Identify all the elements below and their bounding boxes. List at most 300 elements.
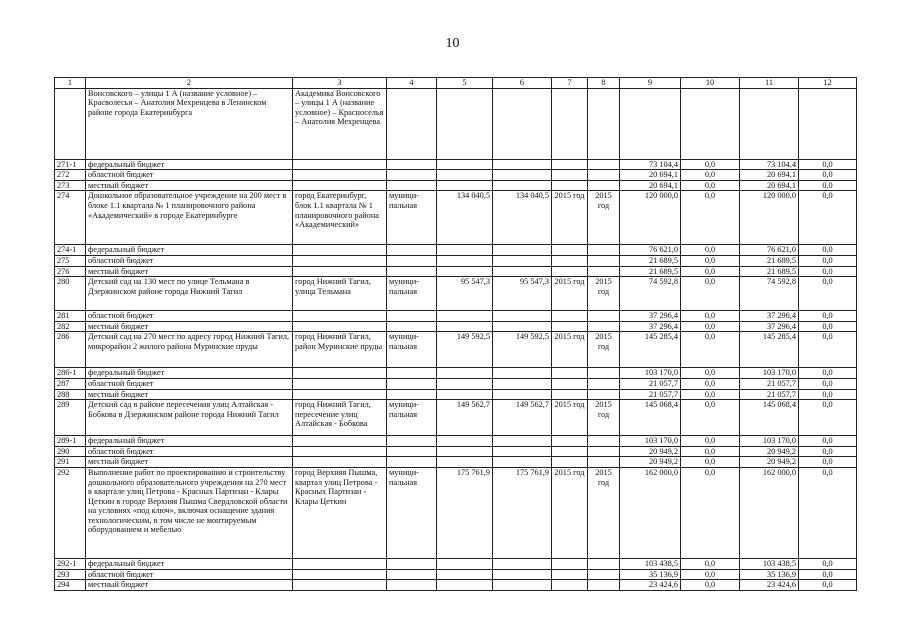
start-year-cell: 2015 год: [552, 191, 588, 245]
empty-cell: [293, 266, 387, 277]
amount-col10-cell: 0,0: [681, 266, 740, 277]
header-cell: 5: [437, 78, 493, 89]
empty-cell: [493, 569, 552, 580]
amount-col10-cell: 0,0: [681, 558, 740, 569]
cost-cell: 95 547,3: [493, 277, 552, 311]
amount-col9-cell: 20 949,2: [620, 457, 681, 468]
table-row-budget-line: [55, 159, 857, 170]
amount-col12-cell: 0,0: [799, 378, 857, 389]
address-cell: Академика Вонсовского – улицы 1 А (название условное) – Красноселья – Анатолия Мехренцева: [293, 88, 387, 159]
empty-cell: [493, 378, 552, 389]
row-number-cell: 271-1: [55, 159, 86, 170]
header-cell: 7: [552, 78, 588, 89]
empty-cell: [588, 446, 620, 457]
header-cell: 2: [86, 78, 293, 89]
header-cell: 11: [740, 78, 799, 89]
amount-col10-cell: 0,0: [681, 255, 740, 266]
empty-cell: [387, 378, 437, 389]
amount-col11-cell: 35 136,9: [740, 569, 799, 580]
amount-col11-cell: 21 689,5: [740, 266, 799, 277]
end-year-cell: 2015 год: [588, 400, 620, 436]
cost-cell: 175 761,9: [493, 467, 552, 558]
empty-cell: [387, 255, 437, 266]
header-cell: 10: [681, 78, 740, 89]
object-name-cell: Детский сад на 270 мест по адресу город Нижний Тагил, микрорайон 2 жилого района Муринские пруды: [86, 332, 293, 368]
table-row-budget-line: [55, 569, 857, 580]
empty-cell: [588, 266, 620, 277]
amount-col12-cell: 0,0: [799, 558, 857, 569]
row-number-cell: 291: [55, 457, 86, 468]
empty-cell: [588, 311, 620, 322]
empty-cell: [293, 457, 387, 468]
amount-col11-cell: 120 000,0: [740, 191, 799, 245]
empty-cell: [493, 446, 552, 457]
ownership-cell: [387, 88, 437, 159]
empty-cell: [387, 266, 437, 277]
row-number-cell: 281: [55, 311, 86, 322]
amount-col10-cell: 0,0: [681, 159, 740, 170]
amount-col9-cell: 74 592,8: [620, 277, 681, 311]
amount-col9-cell: 103 170,0: [620, 436, 681, 447]
empty-cell: [588, 245, 620, 256]
table-row-budget-line: [55, 311, 857, 322]
empty-cell: [293, 180, 387, 191]
amount-col12-cell: 0,0: [799, 180, 857, 191]
empty-cell: [588, 389, 620, 400]
empty-cell: [387, 180, 437, 191]
amount-col10-cell: 0,0: [681, 378, 740, 389]
table-row-budget-line: [55, 457, 857, 468]
empty-cell: [588, 569, 620, 580]
amount-col11-cell: 20 694,1: [740, 170, 799, 181]
amount-col9-cell: 20 949,2: [620, 446, 681, 457]
empty-cell: [552, 266, 588, 277]
empty-cell: [387, 311, 437, 322]
empty-cell: [493, 245, 552, 256]
header-cell: 6: [493, 78, 552, 89]
amount-col9-cell: 23 424,6: [620, 580, 681, 591]
amount-col12-cell: 0,0: [799, 400, 857, 436]
empty-cell: [387, 321, 437, 332]
empty-cell: [552, 457, 588, 468]
row-number-cell: 287: [55, 378, 86, 389]
estimated-cost-cell: 149 592,5: [437, 332, 493, 368]
amount-col10-cell: 0,0: [681, 446, 740, 457]
table-row-budget-line: [55, 266, 857, 277]
amount-col9-cell: 37 296,4: [620, 311, 681, 322]
row-number-cell: 289: [55, 400, 86, 436]
amount-col9-cell: 103 170,0: [620, 368, 681, 379]
amount-col10-cell: 0,0: [681, 245, 740, 256]
budget-source-cell: местный бюджет: [86, 389, 293, 400]
amount-col12-cell: 0,0: [799, 569, 857, 580]
empty-cell: [437, 436, 493, 447]
estimated-cost-cell: 95 547,3: [437, 277, 493, 311]
row-number-cell: 276: [55, 266, 86, 277]
estimated-cost-cell: 175 761,9: [437, 467, 493, 558]
budget-source-cell: местный бюджет: [86, 321, 293, 332]
empty-cell: [387, 159, 437, 170]
amount-col11-cell: 74 592,8: [740, 277, 799, 311]
amount-col10-cell: 0,0: [681, 332, 740, 368]
amount-col10-cell: [681, 88, 740, 159]
amount-col10-cell: 0,0: [681, 467, 740, 558]
table-row-object: [55, 400, 857, 436]
cost-cell: [493, 88, 552, 159]
amount-col12-cell: 0,0: [799, 332, 857, 368]
empty-cell: [588, 457, 620, 468]
empty-cell: [493, 580, 552, 591]
empty-cell: [387, 457, 437, 468]
empty-cell: [588, 436, 620, 447]
amount-col10-cell: 0,0: [681, 180, 740, 191]
amount-col9-cell: 35 136,9: [620, 569, 681, 580]
amount-col10-cell: 0,0: [681, 277, 740, 311]
empty-cell: [493, 389, 552, 400]
amount-col12-cell: 0,0: [799, 191, 857, 245]
amount-col9-cell: 162 000,0: [620, 467, 681, 558]
empty-cell: [552, 446, 588, 457]
empty-cell: [437, 580, 493, 591]
address-cell: город Верхняя Пышма, квартал улиц Петрова - Красных Партизан - Клары Цеткин: [293, 467, 387, 558]
amount-col11-cell: 103 170,0: [740, 368, 799, 379]
header-cell: 1: [55, 78, 86, 89]
amount-col10-cell: 0,0: [681, 311, 740, 322]
header-cell: 4: [387, 78, 437, 89]
empty-cell: [387, 368, 437, 379]
empty-cell: [552, 368, 588, 379]
table-row-budget-line: [55, 245, 857, 256]
end-year-cell: 2015 год: [588, 467, 620, 558]
amount-col10-cell: 0,0: [681, 368, 740, 379]
empty-cell: [437, 321, 493, 332]
amount-col11-cell: 20 694,1: [740, 180, 799, 191]
empty-cell: [552, 321, 588, 332]
empty-cell: [437, 266, 493, 277]
table-row-budget-line: [55, 580, 857, 591]
empty-cell: [437, 245, 493, 256]
row-number-cell: 274-1: [55, 245, 86, 256]
row-number-cell: 275: [55, 255, 86, 266]
empty-cell: [588, 170, 620, 181]
amount-col11-cell: 21 057,7: [740, 389, 799, 400]
empty-cell: [293, 378, 387, 389]
budget-source-cell: федеральный бюджет: [86, 245, 293, 256]
amount-col10-cell: 0,0: [681, 321, 740, 332]
address-cell: город Нижний Тагил, район Муринские пруды: [293, 332, 387, 368]
header-cell: 9: [620, 78, 681, 89]
amount-col9-cell: 20 694,1: [620, 170, 681, 181]
amount-col11-cell: 37 296,4: [740, 321, 799, 332]
ownership-cell: муници-пальная: [387, 191, 437, 245]
header-cell: 8: [588, 78, 620, 89]
amount-col10-cell: 0,0: [681, 436, 740, 447]
empty-cell: [493, 436, 552, 447]
empty-cell: [293, 170, 387, 181]
address-cell: город Нижний Тагил, улица Тельмана: [293, 277, 387, 311]
empty-cell: [387, 580, 437, 591]
address-cell: город Нижний Тагил, пересечение улиц Алтайская - Бобкова: [293, 400, 387, 436]
row-number-cell: 274: [55, 191, 86, 245]
empty-cell: [493, 159, 552, 170]
empty-cell: [588, 368, 620, 379]
end-year-cell: [588, 88, 620, 159]
amount-col9-cell: 37 296,4: [620, 321, 681, 332]
row-number-cell: 294: [55, 580, 86, 591]
amount-col11-cell: 73 104,4: [740, 159, 799, 170]
budget-source-cell: федеральный бюджет: [86, 558, 293, 569]
amount-col9-cell: 76 621,0: [620, 245, 681, 256]
amount-col11-cell: 20 949,2: [740, 457, 799, 468]
empty-cell: [493, 255, 552, 266]
row-number-cell: 292-1: [55, 558, 86, 569]
amount-col11-cell: 20 949,2: [740, 446, 799, 457]
table-row-budget-line: [55, 436, 857, 447]
budget-table: [54, 77, 857, 591]
empty-cell: [437, 368, 493, 379]
cost-cell: 149 592,5: [493, 332, 552, 368]
amount-col9-cell: 21 689,5: [620, 266, 681, 277]
end-year-cell: 2015 год: [588, 191, 620, 245]
budget-source-cell: федеральный бюджет: [86, 436, 293, 447]
amount-col12-cell: [799, 88, 857, 159]
header-cell: 12: [799, 78, 857, 89]
budget-source-cell: местный бюджет: [86, 180, 293, 191]
amount-col9-cell: [620, 88, 681, 159]
empty-cell: [293, 311, 387, 322]
address-cell: город Екатеринбург, блок 1.1 квартала № 1 планировочного района «Академический»: [293, 191, 387, 245]
empty-cell: [552, 245, 588, 256]
amount-col9-cell: 145 068,4: [620, 400, 681, 436]
amount-col10-cell: 0,0: [681, 457, 740, 468]
empty-cell: [293, 159, 387, 170]
estimated-cost-cell: 134 040,5: [437, 191, 493, 245]
ownership-cell: муници-пальная: [387, 332, 437, 368]
empty-cell: [293, 389, 387, 400]
table-row-budget-line: [55, 558, 857, 569]
empty-cell: [437, 558, 493, 569]
table-row-budget-line: [55, 378, 857, 389]
cost-cell: 149 562,7: [493, 400, 552, 436]
amount-col11-cell: 21 057,7: [740, 378, 799, 389]
amount-col12-cell: 0,0: [799, 277, 857, 311]
amount-col11-cell: 145 285,4: [740, 332, 799, 368]
empty-cell: [387, 170, 437, 181]
empty-cell: [552, 558, 588, 569]
empty-cell: [552, 311, 588, 322]
empty-cell: [552, 159, 588, 170]
end-year-cell: 2015 год: [588, 332, 620, 368]
empty-cell: [437, 255, 493, 266]
empty-cell: [493, 266, 552, 277]
object-name-cell: Вонсовского – улицы 1 А (название условное) – Красволесья – Анатолия Мехренцева в Ленинском районе города Екатеринбурга: [86, 88, 293, 159]
empty-cell: [293, 321, 387, 332]
budget-source-cell: областной бюджет: [86, 170, 293, 181]
ownership-cell: муници-пальная: [387, 400, 437, 436]
empty-cell: [437, 180, 493, 191]
empty-cell: [387, 389, 437, 400]
start-year-cell: 2015 год: [552, 467, 588, 558]
amount-col11-cell: 162 000,0: [740, 467, 799, 558]
estimated-cost-cell: [437, 88, 493, 159]
budget-source-cell: областной бюджет: [86, 378, 293, 389]
start-year-cell: 2015 год: [552, 277, 588, 311]
amount-col9-cell: 21 689,5: [620, 255, 681, 266]
amount-col11-cell: 145 068,4: [740, 400, 799, 436]
amount-col12-cell: 0,0: [799, 170, 857, 181]
table-row-object: [55, 467, 857, 558]
amount-col12-cell: 0,0: [799, 266, 857, 277]
empty-cell: [437, 378, 493, 389]
budget-source-cell: областной бюджет: [86, 255, 293, 266]
table-header-row: [55, 78, 857, 89]
amount-col12-cell: 0,0: [799, 580, 857, 591]
amount-col11-cell: 103 438,5: [740, 558, 799, 569]
table-row-object: [55, 88, 857, 159]
empty-cell: [293, 368, 387, 379]
empty-cell: [293, 446, 387, 457]
ownership-cell: муници-пальная: [387, 467, 437, 558]
amount-col12-cell: 0,0: [799, 245, 857, 256]
empty-cell: [493, 368, 552, 379]
empty-cell: [293, 245, 387, 256]
cost-cell: 134 040,5: [493, 191, 552, 245]
amount-col9-cell: 73 104,4: [620, 159, 681, 170]
empty-cell: [493, 180, 552, 191]
budget-source-cell: областной бюджет: [86, 311, 293, 322]
row-number-cell: 273: [55, 180, 86, 191]
empty-cell: [387, 245, 437, 256]
end-year-cell: 2015 год: [588, 277, 620, 311]
amount-col11-cell: [740, 88, 799, 159]
empty-cell: [552, 389, 588, 400]
amount-col12-cell: 0,0: [799, 321, 857, 332]
empty-cell: [437, 159, 493, 170]
amount-col11-cell: 37 296,4: [740, 311, 799, 322]
empty-cell: [437, 389, 493, 400]
header-cell: 3: [293, 78, 387, 89]
amount-col9-cell: 20 694,1: [620, 180, 681, 191]
amount-col10-cell: 0,0: [681, 580, 740, 591]
empty-cell: [293, 558, 387, 569]
table-row-budget-line: [55, 389, 857, 400]
amount-col10-cell: 0,0: [681, 389, 740, 400]
empty-cell: [552, 255, 588, 266]
table-row-object: [55, 191, 857, 245]
amount-col11-cell: 21 689,5: [740, 255, 799, 266]
amount-col12-cell: 0,0: [799, 467, 857, 558]
empty-cell: [493, 311, 552, 322]
empty-cell: [588, 378, 620, 389]
row-number-cell: 288: [55, 389, 86, 400]
amount-col12-cell: 0,0: [799, 159, 857, 170]
start-year-cell: 2015 год: [552, 400, 588, 436]
row-number-cell: 290: [55, 446, 86, 457]
empty-cell: [437, 311, 493, 322]
empty-cell: [293, 255, 387, 266]
table-row-budget-line: [55, 446, 857, 457]
amount-col9-cell: 21 057,7: [620, 378, 681, 389]
empty-cell: [387, 569, 437, 580]
empty-cell: [293, 580, 387, 591]
empty-cell: [588, 180, 620, 191]
amount-col10-cell: 0,0: [681, 400, 740, 436]
amount-col12-cell: 0,0: [799, 446, 857, 457]
empty-cell: [437, 170, 493, 181]
empty-cell: [588, 321, 620, 332]
table-row-object: [55, 277, 857, 311]
empty-cell: [493, 170, 552, 181]
row-number-cell: 293: [55, 569, 86, 580]
amount-col11-cell: 103 170,0: [740, 436, 799, 447]
row-number-cell: 280: [55, 277, 86, 311]
empty-cell: [552, 580, 588, 591]
row-number-cell: 286: [55, 332, 86, 368]
amount-col12-cell: 0,0: [799, 368, 857, 379]
empty-cell: [493, 321, 552, 332]
table-row-object: [55, 332, 857, 368]
budget-source-cell: местный бюджет: [86, 457, 293, 468]
empty-cell: [437, 446, 493, 457]
table-row-budget-line: [55, 170, 857, 181]
empty-cell: [588, 580, 620, 591]
amount-col12-cell: 0,0: [799, 255, 857, 266]
amount-col10-cell: 0,0: [681, 569, 740, 580]
table-row-budget-line: [55, 321, 857, 332]
empty-cell: [493, 457, 552, 468]
amount-col11-cell: 23 424,6: [740, 580, 799, 591]
page-number: 10: [445, 36, 460, 51]
amount-col12-cell: 0,0: [799, 389, 857, 400]
budget-source-cell: областной бюджет: [86, 569, 293, 580]
amount-col12-cell: 0,0: [799, 457, 857, 468]
row-number-cell: 292: [55, 467, 86, 558]
amount-col9-cell: 120 000,0: [620, 191, 681, 245]
amount-col10-cell: 0,0: [681, 191, 740, 245]
empty-cell: [387, 446, 437, 457]
empty-cell: [387, 436, 437, 447]
empty-cell: [588, 255, 620, 266]
row-number-cell: 282: [55, 321, 86, 332]
row-number-cell: 272: [55, 170, 86, 181]
start-year-cell: [552, 88, 588, 159]
amount-col11-cell: 76 621,0: [740, 245, 799, 256]
budget-source-cell: местный бюджет: [86, 580, 293, 591]
row-number-cell: [55, 88, 86, 159]
empty-cell: [493, 558, 552, 569]
empty-cell: [552, 170, 588, 181]
estimated-cost-cell: 149 562,7: [437, 400, 493, 436]
empty-cell: [588, 558, 620, 569]
empty-cell: [588, 159, 620, 170]
table-row-budget-line: [55, 180, 857, 191]
empty-cell: [387, 558, 437, 569]
row-number-cell: 289-1: [55, 436, 86, 447]
budget-source-cell: федеральный бюджет: [86, 368, 293, 379]
empty-cell: [552, 180, 588, 191]
empty-cell: [552, 378, 588, 389]
empty-cell: [552, 436, 588, 447]
object-name-cell: Детский сад в районе пересечения улиц Алтайская - Бобкова в Дзержинском районе города Нижний Тагил: [86, 400, 293, 436]
table-row-budget-line: [55, 255, 857, 266]
empty-cell: [552, 569, 588, 580]
ownership-cell: муници-пальная: [387, 277, 437, 311]
amount-col10-cell: 0,0: [681, 170, 740, 181]
budget-source-cell: местный бюджет: [86, 266, 293, 277]
row-number-cell: 286-1: [55, 368, 86, 379]
object-name-cell: Выполнение работ по проектированию и строительству дошкольного образовательного учреждения на 270 мест в квартале улиц Петрова - Красных Партизан - Клары Цеткин в городе Верхняя Пышма Свердловской области на условиях «под ключ», включая оснащение здания технологическим, в том числе не монтируемым оборудованием и мебелью: [86, 467, 293, 558]
amount-col9-cell: 103 438,5: [620, 558, 681, 569]
